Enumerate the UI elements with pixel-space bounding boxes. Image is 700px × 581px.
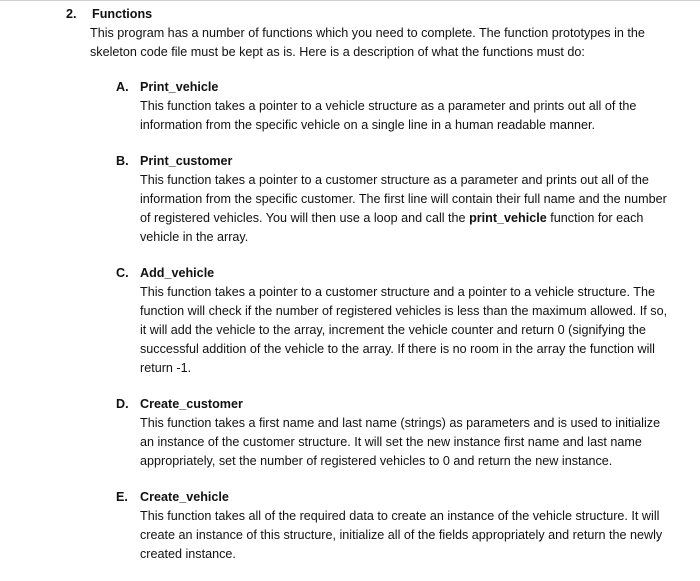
section-number: 2. [66, 7, 77, 21]
item-title: Print_customer [140, 154, 233, 168]
function-reference: print_vehicle [469, 211, 547, 225]
section-intro: This program has a number of functions which you need to complete. The function prototypes in the skeleton code file must be kept as is. Here is a description of what the functions must do: [90, 26, 645, 59]
item-heading [116, 264, 676, 283]
section-heading [66, 5, 676, 24]
list-item-create-vehicle [116, 488, 676, 564]
item-description: This function takes a first name and last name (strings) as parameters and is used to initialize an instance of the customer structure. It will set the new instance first name and last name appropriately, set the number of registered vehicles to 0 and return the new instance. [140, 416, 661, 468]
function-list [116, 78, 676, 581]
item-heading [116, 395, 676, 414]
item-description: This function takes a pointer to a customer structure and a pointer to a vehicle structure. The function will check if the number of registered vehicles is less than the maximum allowed. If so, it will add the vehicle to the array, increment the vehicle counter and return 0 (signifying the successful addition of the vehicle to the array. If there is no room in the array the function will return -1. [140, 285, 668, 375]
list-item-print-customer [116, 152, 676, 247]
item-title: Add_vehicle [140, 266, 215, 280]
list-item-create-customer [116, 395, 676, 471]
item-heading [116, 78, 676, 97]
functions-section [66, 5, 676, 62]
item-letter: B. [116, 154, 129, 168]
item-description: This function takes all of the required data to create an instance of the vehicle structure. It will create an instance of this structure, initialize all of the fields appropriately and return the newly created instance. [140, 509, 663, 561]
section-title: Functions [92, 7, 153, 21]
description-text: This function takes a pointer to a customer structure as a parameter and prints out all of the information from the specific customer. The first line will contain their full name and the number of registered vehicles. You will then use a loop and call the [140, 173, 667, 225]
item-description: This function takes a pointer to a vehicle structure as a parameter and prints out all of the information from the specific vehicle on a single line in a human readable manner. [140, 99, 637, 132]
item-heading [116, 488, 676, 507]
item-title: Create_customer [140, 397, 243, 411]
top-divider [0, 0, 700, 1]
item-title: Print_vehicle [140, 80, 219, 94]
item-letter: D. [116, 397, 129, 411]
item-letter: C. [116, 266, 129, 280]
description-text: function for each vehicle in the array. [140, 211, 644, 244]
item-letter: A. [116, 80, 129, 94]
item-letter: E. [116, 490, 128, 504]
item-heading [116, 152, 676, 171]
item-description [140, 171, 676, 247]
list-item-add-vehicle [116, 264, 676, 378]
list-item-print-vehicle [116, 78, 676, 135]
item-title: Create_vehicle [140, 490, 229, 504]
